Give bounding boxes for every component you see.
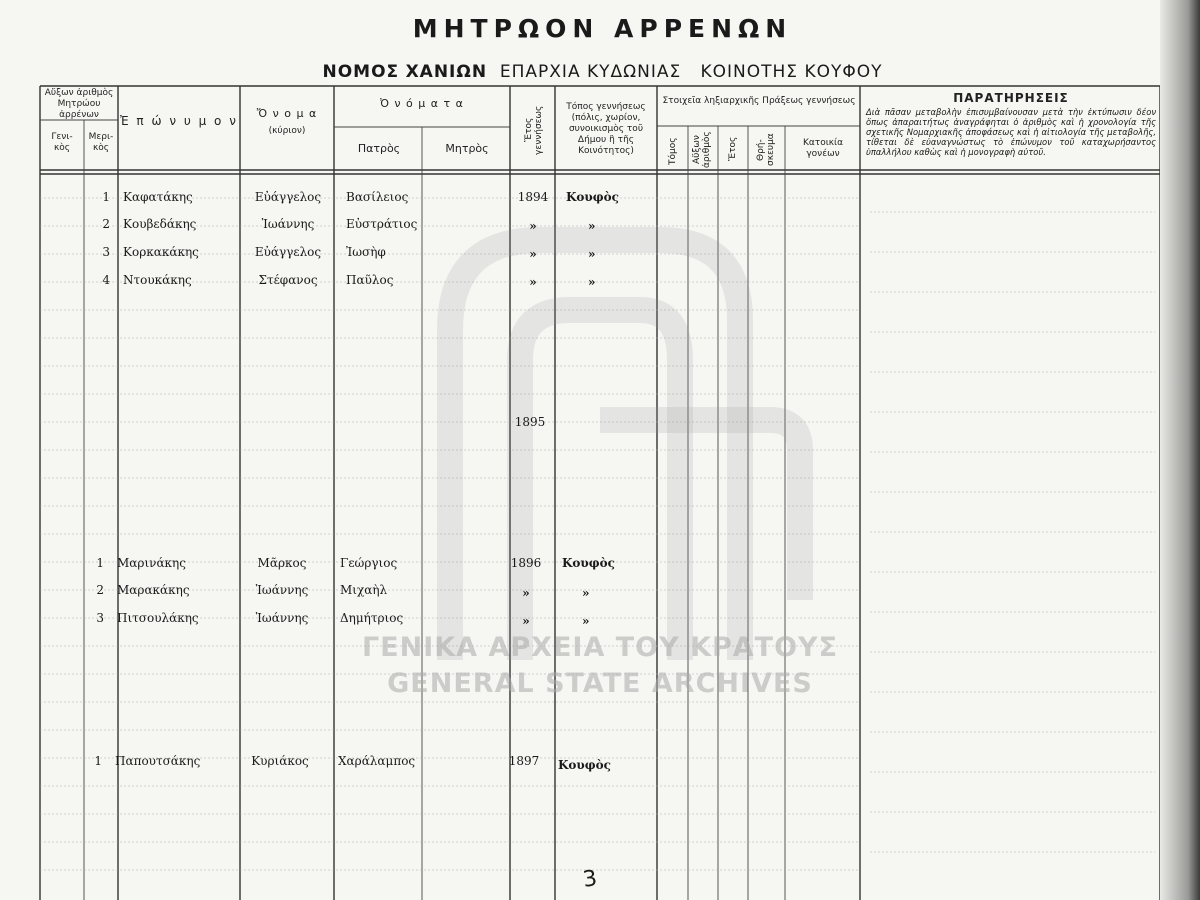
header-religion: Θρή- σκευμα bbox=[756, 133, 776, 167]
row-birthplace: » bbox=[588, 247, 596, 261]
row-birth-year: » bbox=[529, 247, 537, 261]
row-surname: Παπουτσάκης bbox=[115, 754, 201, 768]
row-number: 1 bbox=[102, 190, 110, 204]
remarks-instructions: Διὰ πᾶσαν μεταβολὴν ἐπισυμβαίνουσαν μετὰ τὴν ἐκτύπωσιν δέον ὅπως ἀπαραιτήτως ἀναγράφηται ὁ ἀριθμὸς καὶ ἡ χρονολογία τῆς σχετικῆς Νομαρχιακῆς ἀποφάσεως καὶ ἡ αἰτιολογία τῆς μεταβολῆς, τίθεται δὲ εὐαναγνώστως τὸ ἐπώνυμον τοῦ καταχωρήσαντος ὑπαλλήλου καθὼς καὶ ἡ μονογραφὴ αὐτοῦ. bbox=[866, 107, 1156, 157]
nomos-value: ΧΑΝΙΩΝ bbox=[405, 62, 488, 82]
row-father: Ἰωσὴφ bbox=[346, 245, 386, 259]
row-birthplace: » bbox=[582, 586, 590, 600]
koinotis-value: ΚΟΥΦΟΥ bbox=[804, 62, 883, 82]
row-number: 1 bbox=[96, 556, 104, 570]
row-birth-year: » bbox=[529, 275, 537, 289]
row-first-name: Εὐάγγελος bbox=[254, 245, 322, 259]
row-first-name: Ἰωάννης bbox=[255, 583, 309, 597]
eparchia-value: ΚΥΔΩΝΙΑΣ bbox=[586, 62, 682, 82]
header-registry-numbers: Αὔξων ἀριθμὸς Μητρώου ἀρρένων bbox=[44, 88, 114, 120]
row-surname: Ντουκάκης bbox=[123, 273, 192, 287]
row-number: 2 bbox=[102, 217, 110, 231]
header-first-name: Ὄ ν ο μ α bbox=[256, 107, 318, 120]
header-volume: Τόμος bbox=[668, 137, 678, 165]
row-number: 4 bbox=[102, 273, 110, 287]
nomos-label: ΝΟΜΟΣ bbox=[322, 62, 400, 82]
row-surname: Μαρινάκης bbox=[117, 556, 186, 570]
row-surname: Μαρακάκης bbox=[117, 583, 190, 597]
header-general: Γενι- κὸς bbox=[51, 132, 73, 153]
watermark-greek: ΓΕΝΙΚΑ ΑΡΧΕΙΑ ΤΟΥ ΚΡΑΤΟΥΣ bbox=[361, 632, 839, 663]
header-first-name-sub: (κύριον) bbox=[268, 126, 306, 136]
row-number: 3 bbox=[102, 245, 110, 259]
register-subtitle bbox=[0, 62, 1200, 82]
header-partial: Μερι- κὸς bbox=[88, 132, 114, 153]
row-number: 3 bbox=[96, 611, 104, 625]
row-father: Παῦλος bbox=[346, 273, 394, 287]
koinotis-label: ΚΟΙΝΟΤΗΣ bbox=[700, 62, 799, 82]
row-birthplace: Κουφὸς bbox=[566, 190, 619, 204]
row-birthplace: » bbox=[588, 219, 596, 233]
row-surname: Καφατάκης bbox=[123, 190, 193, 204]
row-birth-year: » bbox=[529, 219, 537, 233]
row-birth-year: 1895 bbox=[514, 415, 546, 429]
row-number: 2 bbox=[96, 583, 104, 597]
row-birth-year: 1896 bbox=[510, 556, 542, 570]
row-first-name: Στέφανος bbox=[258, 273, 318, 287]
row-birth-year: 1894 bbox=[517, 190, 549, 204]
row-father: Χαράλαμπος bbox=[338, 754, 416, 768]
header-surname: Ἐ π ώ ν υ μ ο ν bbox=[120, 114, 238, 128]
header-record-no: Αὔξων ἀριθμὸς bbox=[692, 131, 712, 168]
header-remarks: ΠΑΡΑΤΗΡΗΣΕΙΣ bbox=[953, 91, 1069, 105]
header-mother: Μητρὸς bbox=[445, 142, 489, 155]
row-first-name: Ἰωάννης bbox=[255, 611, 309, 625]
row-first-name: Μᾶρκος bbox=[257, 556, 307, 570]
row-surname: Κορκακάκης bbox=[123, 245, 199, 259]
row-surname: Πιτσουλάκης bbox=[117, 611, 199, 625]
scan-edge bbox=[1160, 0, 1200, 900]
row-father: Βασίλειος bbox=[346, 190, 409, 204]
row-first-name: Εὐάγγελος bbox=[254, 190, 322, 204]
register-title: ΜΗΤΡΩΟΝ ΑΡΡΕΝΩΝ bbox=[412, 14, 793, 43]
row-birth-year: 1897 bbox=[508, 754, 540, 768]
header-names: Ὀ ν ό μ α τ α bbox=[380, 97, 464, 110]
row-number: 1 bbox=[94, 754, 102, 768]
row-father: Γεώργιος bbox=[340, 556, 398, 570]
row-first-name: Ἰωάννης bbox=[261, 217, 315, 231]
row-birth-year: » bbox=[522, 586, 530, 600]
page-number: 3 bbox=[581, 866, 599, 893]
row-birthplace: Κουφὸς bbox=[558, 758, 611, 772]
eparchia-label: ΕΠΑΡΧΙΑ bbox=[499, 62, 581, 82]
row-father: Εὐστράτιος bbox=[346, 217, 418, 231]
row-birth-year: » bbox=[522, 614, 530, 628]
row-first-name: Κυριάκος bbox=[251, 754, 309, 768]
row-birthplace: » bbox=[588, 275, 596, 289]
header-year: Ἔτος bbox=[728, 136, 738, 162]
row-surname: Κουβεδάκης bbox=[123, 217, 197, 231]
header-birth-record: Στοιχεῖα ληξιαρχικῆς Πράξεως γεννήσεως bbox=[662, 96, 856, 106]
row-father: Μιχαὴλ bbox=[340, 583, 388, 597]
watermark-english: GENERAL STATE ARCHIVES bbox=[387, 668, 813, 699]
header-father: Πατρὸς bbox=[357, 142, 401, 155]
header-residence: Κατοικία γονέων bbox=[802, 138, 844, 159]
header-birthplace: Τόπος γεννήσεως (πόλις, χωρίον, συνοικισμὸς τοῦ Δήμου ἢ τῆς Κοινότητος) bbox=[566, 102, 646, 156]
row-father: Δημήτριος bbox=[340, 611, 404, 625]
row-birthplace: » bbox=[582, 614, 590, 628]
header-birth-year: Ἔτος γεννήσεως bbox=[524, 105, 544, 155]
row-birthplace: Κουφὸς bbox=[562, 556, 615, 570]
